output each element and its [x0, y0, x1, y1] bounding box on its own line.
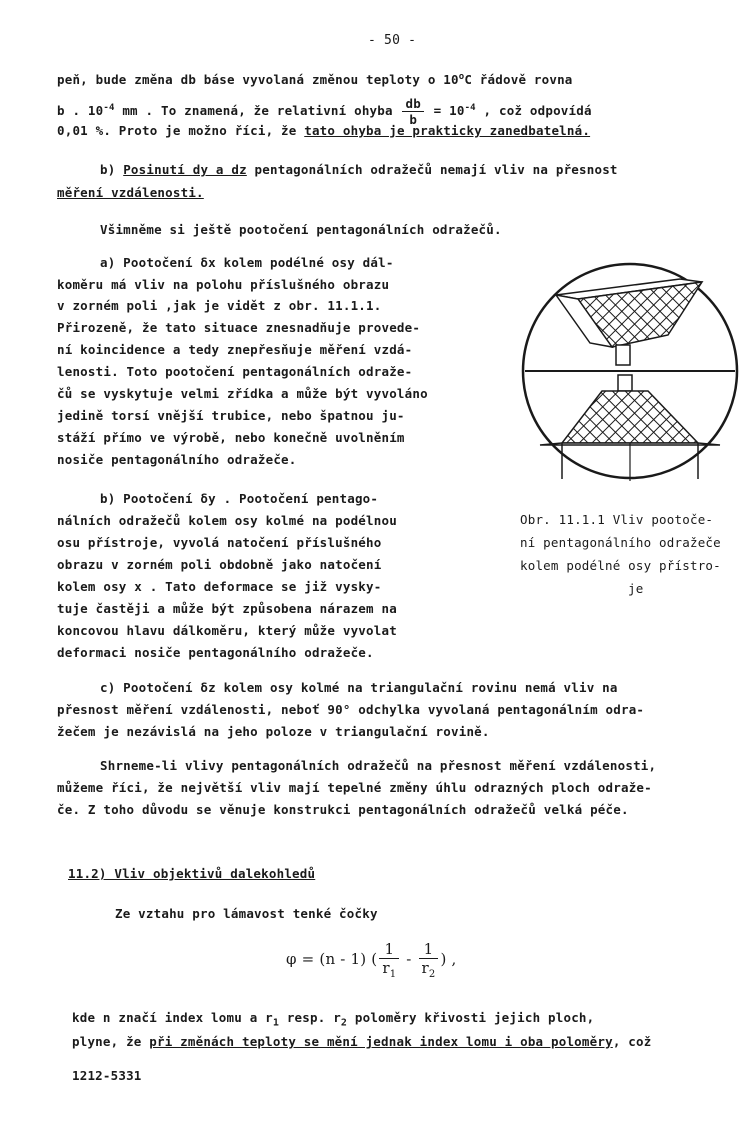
paragraph-line: kde n značí index lomu a $r_1$ resp. $r_2$ poloměry křivosti jejich ploch,: [72, 1010, 595, 1029]
paragraph-line: čů se vyskytuje velmi zřídka a může být vyvoláno: [57, 386, 428, 401]
paragraph-line: osu přístroje, vyvolá natočení příslušného: [57, 535, 382, 550]
paragraph-line: žečem je nezávislá na jeho poloze v triangulační rovině.: [57, 724, 490, 739]
paragraph-line: koměru má vliv na polohu příslušného obrazu: [57, 277, 390, 292]
figure-caption: kolem podélné osy přístro-: [520, 558, 721, 573]
paragraph-line: můžeme říci, že největší vliv mají tepelné změny úhlu odrazných ploch odraže-: [57, 780, 652, 795]
figure-caption: ní pentagonálního odražeče: [520, 535, 721, 550]
lens-formula: φ = (n - 1) ( $\frac{1}{r_1}$ - $\frac{1}{r_2}$ ) ,: [286, 940, 457, 980]
fraction: $\frac{db}{b}$: [402, 96, 423, 127]
paragraph-line: koncovou hlavu dálkoměru, který může vyvolat: [57, 623, 397, 638]
paragraph-line: b) Pootočení δy . Pootočení pentago-: [100, 491, 379, 506]
paragraph-line: nosiče pentagonálního odražeče.: [57, 452, 297, 467]
figure-caption: je: [628, 581, 644, 596]
paragraph-line: plyne, že při změnách teploty se mění jednak index lomu i oba poloměry, což: [72, 1034, 652, 1049]
paragraph-line: tuje častěji a může být způsobena nárazem na: [57, 601, 397, 616]
paragraph-line: peň, bude změna db báse vyvolaná změnou teploty o 10$^o$C řádově rovna: [57, 72, 573, 88]
paragraph-line: c) Pootočení δz kolem osy kolmé na triangulační rovinu nemá vliv na: [100, 680, 618, 695]
paragraph-line: 0,01 %. Proto je možno říci, že tato ohyba je prakticky zanedbatelná.: [57, 123, 591, 138]
paragraph-line: lenosti. Toto pootočení pentagonálních odraže-: [57, 364, 413, 379]
paragraph-line: v zorném poli ,jak je vidět z obr. 11.1.1.: [57, 298, 382, 313]
paragraph-line: a) Pootočení δx kolem podélné osy dál-: [100, 255, 394, 270]
paragraph-line: obrazu v zorném poli obdobně jako natočení: [57, 557, 382, 572]
section-heading: 11.2) Vliv objektivů dalekohledů: [68, 866, 316, 881]
paragraph-line: Přirozeně, že tato situace znesnadňuje provede-: [57, 320, 421, 335]
paragraph-line: deformaci nosiče pentagonálního odražeče.: [57, 645, 374, 660]
paragraph-line: če. Z toho důvodu se věnuje konstrukci pentagonálních odražečů velká péče.: [57, 802, 629, 817]
paragraph-line: měření vzdálenosti.: [57, 185, 204, 200]
paragraph-line: b . $10^{-4}$ mm . To znamená, že relativní ohyba $\frac{db}{b}$ = $10^{-4}$ , což odpovídá: [57, 96, 592, 127]
paragraph-line: jedině torsí vnější trubice, nebo špatnou ju-: [57, 408, 405, 423]
paragraph-line: b) Posinutí dy a dz pentagonálních odražečů nemají vliv na přesnost: [100, 162, 618, 177]
paragraph-line: Všimněme si ještě pootočení pentagonálních odražečů.: [100, 222, 502, 237]
document-code: 1212-5331: [72, 1068, 142, 1083]
normal-prism-image: [540, 375, 720, 481]
figure-11-1-1: [520, 247, 742, 495]
paragraph-line: přesnost měření vzdálenosti, neboť 90° odchylka vyvolaná pentagonálním odra-: [57, 702, 645, 717]
figure-caption: Obr. 11.1.1 Vliv pootoče-: [520, 512, 714, 527]
paragraph-line: stáží přímo ve výrobě, nebo konečně uvolněním: [57, 430, 405, 445]
paragraph-line: Ze vztahu pro lámavost tenké čočky: [115, 906, 378, 921]
paragraph-line: Shrneme-li vlivy pentagonálních odražečů na přesnost měření vzdálenosti,: [100, 758, 657, 773]
paragraph-line: kolem osy x . Tato deformace se již vysky-: [57, 579, 382, 594]
page-number: - 50 -: [368, 33, 417, 48]
paragraph-line: ní koincidence a tedy znepřesňuje měření vzdá-: [57, 342, 413, 357]
paragraph-line: nálních odražečů kolem osy kolmé na podélnou: [57, 513, 397, 528]
rotated-prism-image: [556, 279, 702, 365]
